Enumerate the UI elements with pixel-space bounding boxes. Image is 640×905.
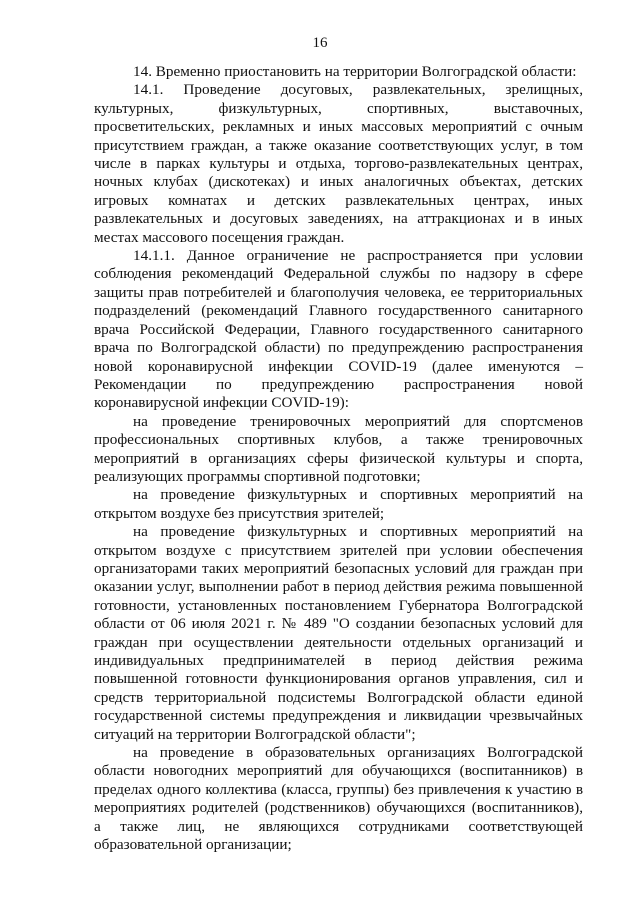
list-item-training-events: на проведение тренировочных мероприятий для спортсменов профессиональных спортивных клубов, а также тренировочных мероприятий в организациях сферы физической культуры и спорта, реализующих программы спортивной подготовки; <box>94 412 583 485</box>
paragraph-14: 14. Временно приостановить на территории Волгоградской области: <box>133 63 577 80</box>
list-item-outdoor-no-spectators: на проведение физкультурных и спортивных мероприятий на открытом воздухе без присутствия зрителей; <box>94 486 583 522</box>
paragraph-14-1-1: 14.1.1. Данное ограничение не распространяется при условии соблюдения рекомендаций Федеральной службы по надзору в сфере защиты прав потребителей и благополучия человека, ее территориальных подразделений (рекомендаций Главного государственного санитарного врача Российской Федерации, Главного государственного санитарного врача по Волгоградской области) по предупреждению распространения новой коронавирусной инфекции COVID-19 (далее именуются – Рекомендации по предупреждению распространения новой коронавирусной инфекции COVID-19): <box>94 247 583 412</box>
list-item-outdoor-with-spectators: на проведение физкультурных и спортивных мероприятий на открытом воздухе с присутствием зрителей при условии обеспечения организаторами таких мероприятий безопасных условий для граждан при оказании услуг, выполнении работ в период действия режима повышенной готовности, установленных постановлением Губернатора Волгоградской области от 06 июля 2021 г. № 489 "О создании безопасных условий для граждан при осуществлении деятельности отдельных организаций и индивидуальных предпринимателей в период действия режима повышенной готовности функционирования органов управления, сил и средств территориальной подсистемы Волгоградской области единой государственной системы предупреждения и ликвидации чрезвычайных ситуаций на территории Волгоградской области"; <box>94 523 583 743</box>
page-number: 16 <box>312 35 328 51</box>
paragraph-14-1: 14.1. Проведение досуговых, развлекательных, зрелищных, культурных, физкультурных, спортивных, выставочных, просветительских, рекламных и иных массовых мероприятий с очным присутствием граждан, а также оказание соответствующих услуг, в том числе в парках культуры и отдыха, торгово-развлекательных центрах, ночных клубах (дискотеках) и иных аналогичных объектах, детских игровых комнатах и детских развлекательных центрах, иных развлекательных и досуговых заведениях, на аттракционах и в иных местах массового посещения граждан. <box>94 81 583 246</box>
document-body <box>94 63 583 854</box>
list-item-new-year-events: на проведение в образовательных организациях Волгоградской области новогодних мероприятий для обучающихся (воспитанников) в пределах одного коллектива (класса, группы) без привлечения к участию в мероприятиях родителей (родственников) обучающихся (воспитанников), а также лиц, не являющихся сотрудниками соответствующей образовательной организации; <box>94 744 583 854</box>
